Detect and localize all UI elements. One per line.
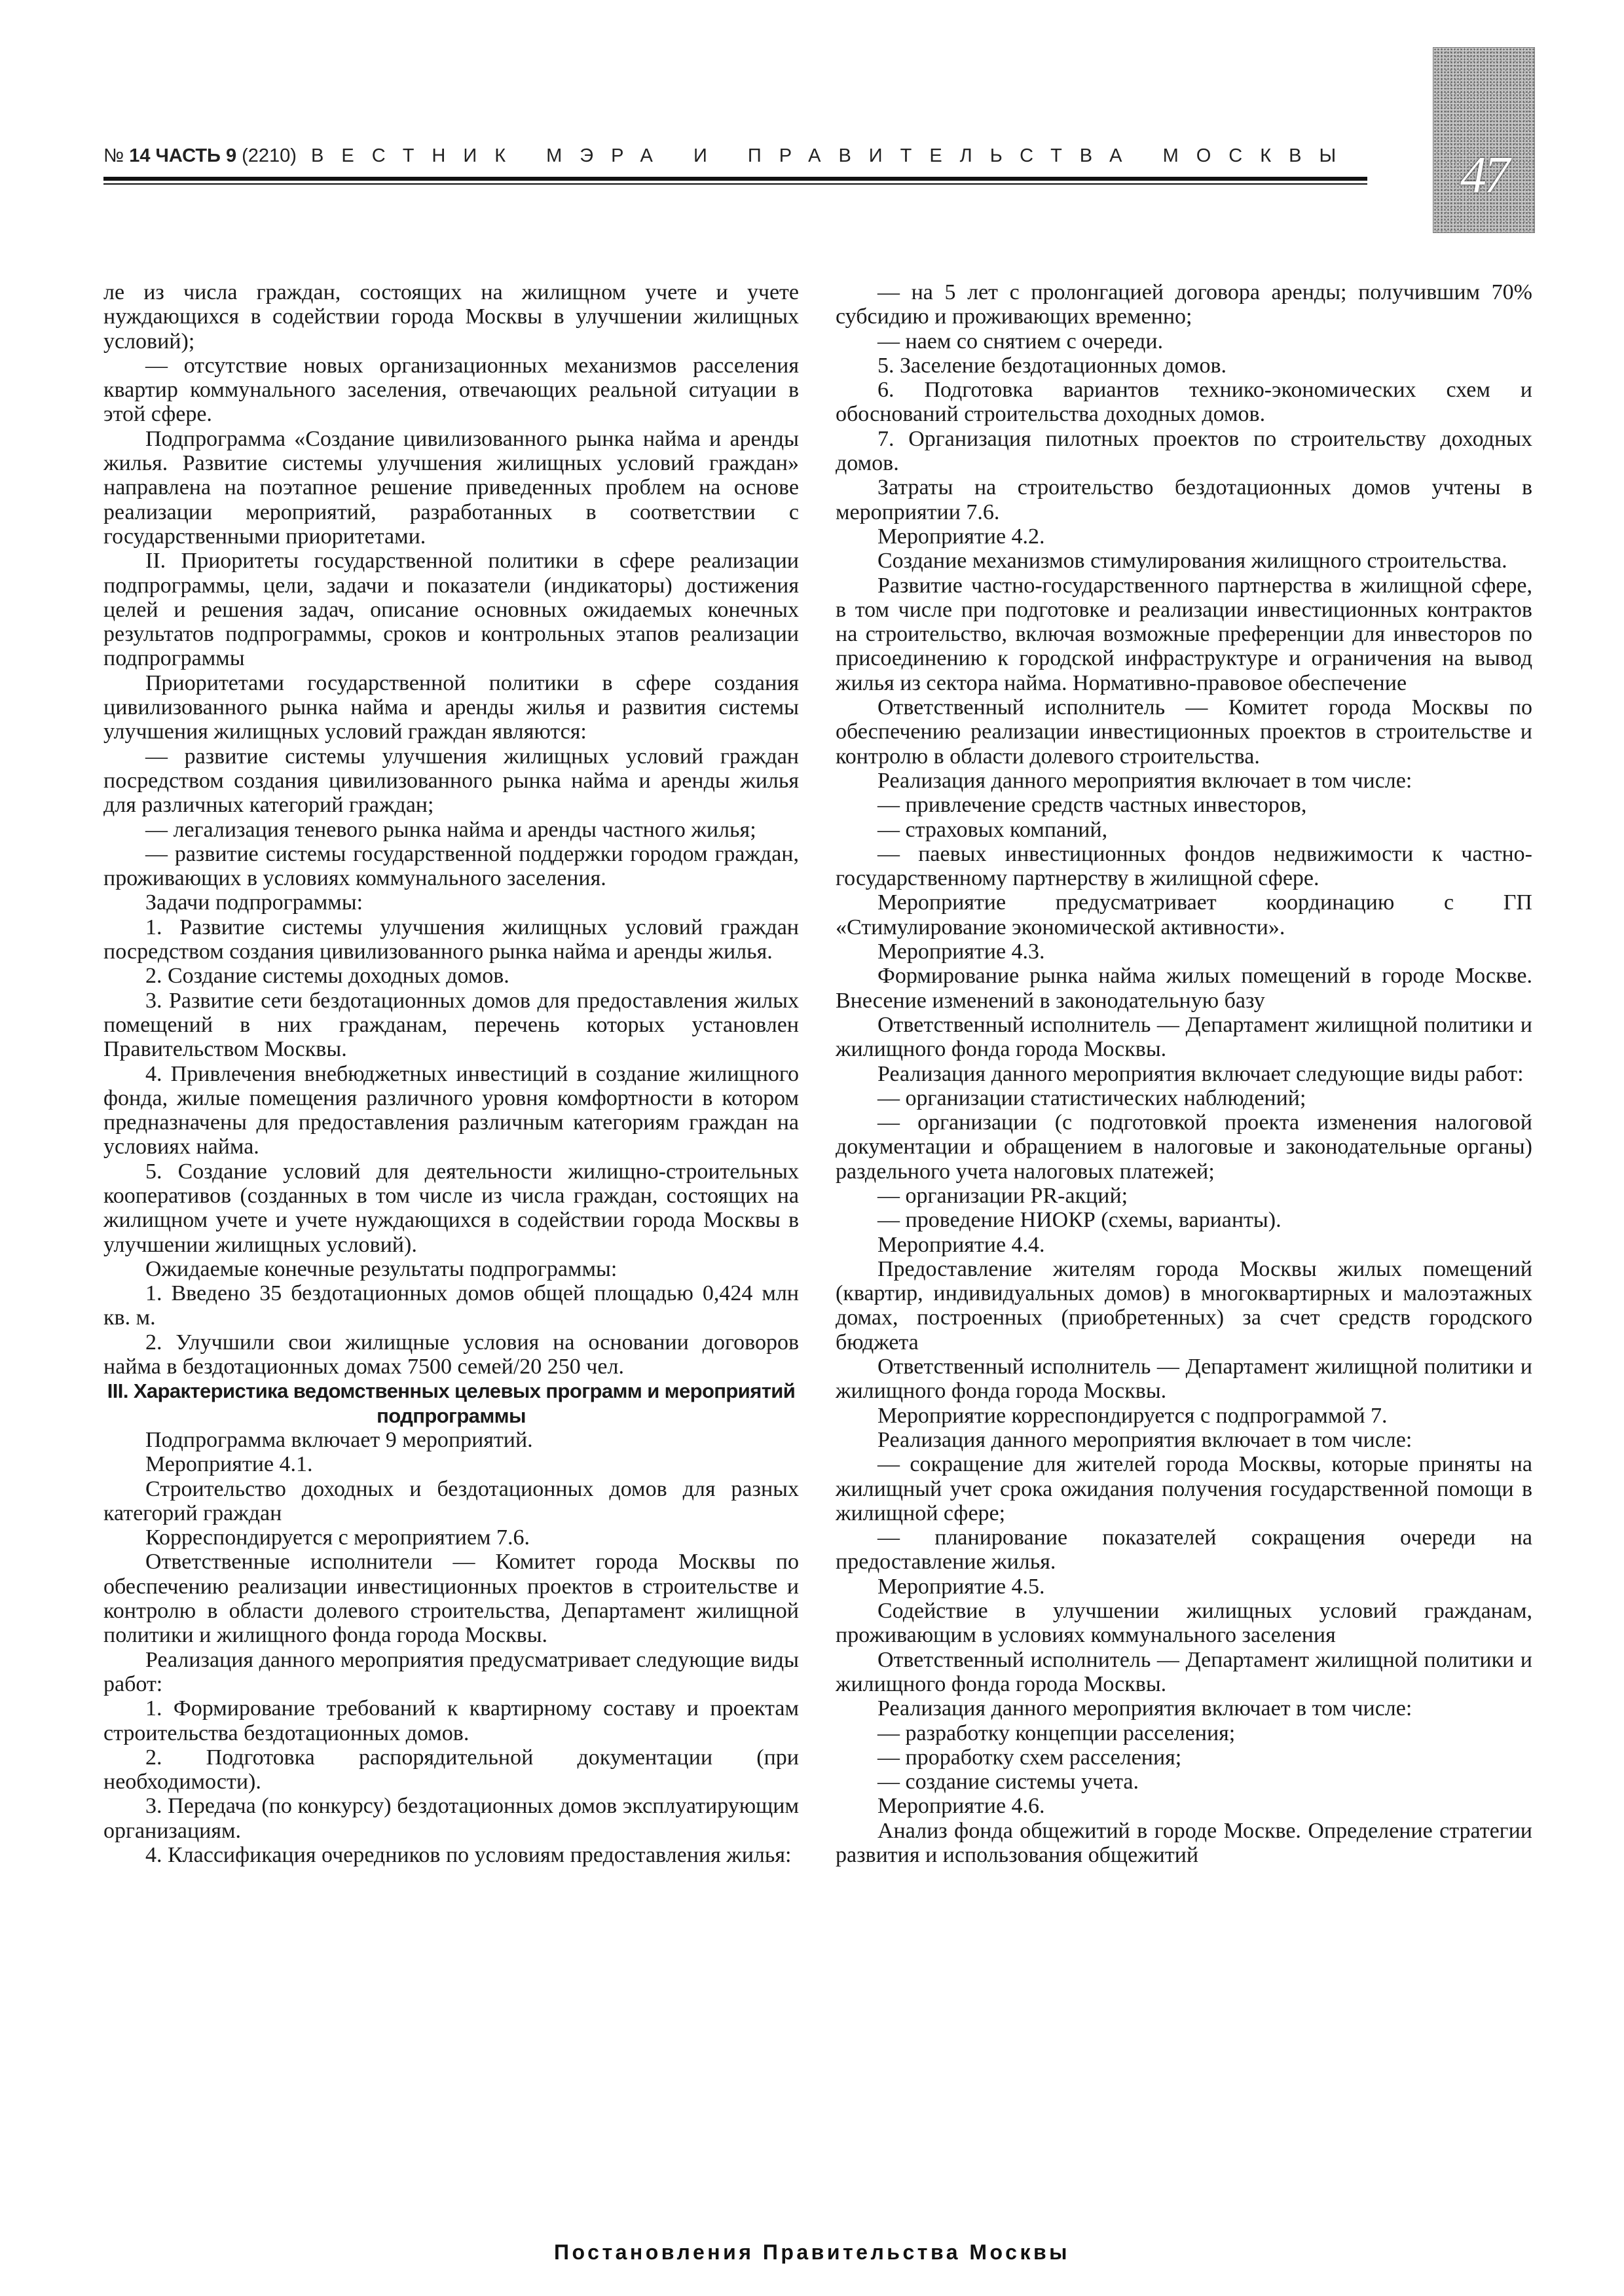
paragraph: ле из числа граждан, состоящих на жилищном учете и учете нуждающихся в содействии города Москвы в улучшении жилищных условий); bbox=[103, 280, 799, 354]
paragraph: Подпрограмма «Создание цивилизованного рынка найма и аренды жилья. Развитие системы улучшения жилищных условий граждан» направлена на поэтапное решение приведенных проблем на основе реализации мероприятий, разработанных в соответствии с государственными приоритетами. bbox=[103, 426, 799, 549]
paragraph: Мероприятие 4.4. bbox=[877, 1232, 1045, 1257]
paragraph: — организации статистических наблюдений; bbox=[877, 1085, 1306, 1110]
paragraph: — паевых инвестиционных фондов недвижимости к частно-государственному партнерству в жилищной сфере. bbox=[836, 841, 1532, 891]
paragraph: Ответственные исполнители — Комитет города Москвы по обеспечению реализации инвестиционных проектов в строительстве и контролю в области долевого строительства, Департамент жилищной политики и жилищного фонда города Москвы. bbox=[103, 1550, 799, 1648]
paragraph: 6. Подготовка вариантов технико-экономических схем и обоснований строительства доходных домов. bbox=[836, 378, 1532, 427]
paragraph: Мероприятие предусматривает координацию с ГП «Стимулирование экономической активности». bbox=[836, 890, 1532, 939]
running-footer: Постановления Правительства Москвы bbox=[554, 2240, 1070, 2264]
paragraph: Содействие в улучшении жилищных условий гражданам, проживающим в условиях коммунального заселения bbox=[836, 1599, 1532, 1648]
issue-total: (2210) bbox=[242, 145, 297, 166]
paragraph: — наем со снятием с очереди. bbox=[877, 329, 1164, 354]
paragraph: 2. Создание системы доходных домов. bbox=[145, 964, 509, 989]
paragraph: Строительство доходных и бездотационных домов для разных категорий граждан bbox=[103, 1476, 799, 1525]
paragraph: — легализация теневого рынка найма и аренды частного жилья; bbox=[145, 817, 756, 842]
paragraph: Развитие частно-государственного партнерства в жилищной сфере, в том числе при подготовке и реализации инвестиционных контрактов на строительство, включая возможные преференции для инвесторов по присоединению к городской инфраструктуре и ограничения на вывод жилья из сектора найма. Нормативно-правовое обеспечение bbox=[836, 573, 1532, 695]
paragraph: Формирование рынка найма жилых помещений в городе Москве. Внесение изменений в законодательную базу bbox=[836, 964, 1532, 1013]
paragraph: — разработку концепции расселения; bbox=[877, 1721, 1236, 1745]
paragraph: — развитие системы улучшения жилищных условий граждан посредством создания цивилизованного рынка найма и аренды жилья для различных категорий граждан; bbox=[103, 744, 799, 818]
paragraph: Анализ фонда общежитий в городе Москве. Определение стратегии развития и использования общежитий bbox=[836, 1818, 1532, 1867]
header-rule-thick bbox=[103, 177, 1367, 181]
paragraph: Ожидаемые конечные результаты подпрограммы: bbox=[145, 1256, 618, 1281]
paragraph: — проведение НИОКР (схемы, варианты). bbox=[877, 1208, 1282, 1233]
paragraph: — организации (с подготовкой проекта изменения налоговой документации и обращением в налоговые и законодательные органы) раздельного учета налоговых платежей; bbox=[836, 1110, 1532, 1184]
paragraph: 3. Развитие сети бездотационных домов для предоставления жилых помещений в них гражданам, перечень которых установлен Правительством Москвы. bbox=[103, 988, 799, 1062]
paragraph: 1. Формирование требований к квартирному составу и проектам строительства бездотационных домов. bbox=[103, 1696, 799, 1745]
paragraph: 5. Создание условий для деятельности жилищно-строительных кооперативов (созданных в том числе из числа граждан, состоящих на жилищном учете и учете нуждающихся в содействии города Москвы в улучшении жилищных условий). bbox=[103, 1159, 799, 1257]
paragraph: 1. Развитие системы улучшения жилищных условий граждан посредством создания цивилизованного рынка найма и аренды жилья. bbox=[103, 915, 799, 964]
paragraph: Мероприятие 4.5. bbox=[877, 1574, 1045, 1599]
paragraph: Реализация данного мероприятия включает следующие виды работ: bbox=[877, 1061, 1524, 1086]
paragraph: 7. Организация пилотных проектов по строительству доходных домов. bbox=[836, 426, 1532, 476]
paragraph: Ответственный исполнитель — Департамент жилищной политики и жилищного фонда города Москвы. bbox=[836, 1012, 1532, 1062]
page-number-box bbox=[1433, 47, 1535, 233]
paragraph: Приоритетами государственной политики в сфере создания цивилизованного рынка найма и аренды жилья и развития системы улучшения жилищных условий граждан являются: bbox=[103, 670, 799, 744]
issue-number-sign: № bbox=[103, 145, 124, 166]
paragraph: Подпрограмма включает 9 мероприятий. bbox=[145, 1427, 533, 1452]
header-rule-thin bbox=[103, 183, 1367, 185]
paragraph: 2. Подготовка распорядительной документации (при необходимости). bbox=[103, 1745, 799, 1795]
paragraph: Мероприятие корреспондируется с подпрограммой 7. bbox=[877, 1403, 1388, 1428]
paragraph: II. Приоритеты государственной политики в сфере реализации подпрограммы, цели, задачи и показатели (индикаторы) достижения целей и решения задач, описание основных ожидаемых конечных результатов подпрограммы, сроков и контрольных этапов реализации подпрограммы bbox=[103, 549, 799, 671]
paragraph: Мероприятие 4.1. bbox=[145, 1452, 313, 1477]
paragraph: Реализация данного мероприятия включает в том числе: bbox=[877, 768, 1412, 793]
right-column bbox=[836, 280, 1532, 1867]
paragraph: 2. Улучшили свои жилищные условия на основании договоров найма в бездотационных домах 7500 семей/20 250 чел. bbox=[103, 1330, 799, 1379]
paragraph: Затраты на строительство бездотационных домов учтены в мероприятии 7.6. bbox=[836, 475, 1532, 524]
paragraph: 4. Привлечения внебюджетных инвестиций в создание жилищного фонда, жилые помещения различного уровня комфортности в котором предназначены для предоставления различным категориям граждан на условиях найма. bbox=[103, 1061, 799, 1159]
left-column bbox=[103, 280, 799, 1867]
paragraph: Создание механизмов стимулирования жилищного строительства. bbox=[877, 549, 1507, 574]
paragraph: Ответственный исполнитель — Департамент жилищной политики и жилищного фонда города Москвы. bbox=[836, 1355, 1532, 1404]
paragraph: Ответственный исполнитель — Департамент жилищной политики и жилищного фонда города Москвы. bbox=[836, 1647, 1532, 1696]
paragraph: Мероприятие 4.6. bbox=[877, 1794, 1045, 1819]
paragraph: — проработку схем расселения; bbox=[877, 1745, 1182, 1770]
paragraph: 3. Передача (по конкурсу) бездотационных домов эксплуатирующим организациям. bbox=[103, 1794, 799, 1843]
paragraph: — сокращение для жителей города Москвы, которые приняты на жилищный учет срока ожидания получения государственной помощи в жилищной сфере; bbox=[836, 1452, 1532, 1525]
paragraph: — привлечение средств частных инвесторов, bbox=[877, 793, 1307, 818]
paragraph: — страховых компаний, bbox=[877, 817, 1108, 842]
part-label: ЧАСТЬ 9 bbox=[155, 145, 237, 166]
paragraph: — планирование показателей сокращения очереди на предоставление жилья. bbox=[836, 1525, 1532, 1575]
journal-title: ВЕСТНИК МЭРА И ПРАВИТЕЛЬСТВА МОСКВЫ bbox=[311, 145, 1354, 166]
paragraph: — развитие системы государственной поддержки городом граждан, проживающих в условиях коммунального заселения. bbox=[103, 841, 799, 891]
paragraph: 4. Классификация очередников по условиям предоставления жилья: bbox=[145, 1843, 792, 1867]
paragraph: Реализация данного мероприятия включает в том числе: bbox=[877, 1696, 1412, 1721]
section-heading: III. Характеристика ведомственных целевых программ и мероприятий подпрограммы bbox=[107, 1379, 796, 1427]
paragraph: — создание системы учета. bbox=[877, 1770, 1139, 1795]
paragraph: Реализация данного мероприятия предусматривает следующие виды работ: bbox=[103, 1647, 799, 1696]
paragraph: Ответственный исполнитель — Комитет города Москвы по обеспечению реализации инвестиционных проектов в строительстве и контролю в области долевого строительства. bbox=[836, 695, 1532, 769]
paragraph: 1. Введено 35 бездотационных домов общей площадью 0,424 млн кв. м. bbox=[103, 1281, 799, 1330]
paragraph: Мероприятие 4.2. bbox=[877, 524, 1045, 549]
paragraph: Предоставление жителям города Москвы жилых помещений (квартир, индивидуальных домов) в многоквартирных и малоэтажных домах, построенных (приобретенных) за счет средств городского бюджета bbox=[836, 1256, 1532, 1355]
issue-number: 14 bbox=[129, 145, 151, 166]
paragraph: Корреспондируется с мероприятием 7.6. bbox=[145, 1525, 530, 1550]
page-number: 47 bbox=[1460, 147, 1507, 204]
paragraph: — на 5 лет с пролонгацией договора аренды; получившим 70% субсидию и проживающих временно; bbox=[836, 280, 1532, 329]
paragraph: Задачи подпрограммы: bbox=[145, 890, 363, 915]
paragraph: — организации PR-акций; bbox=[877, 1183, 1128, 1208]
paragraph: Мероприятие 4.3. bbox=[877, 939, 1045, 964]
paragraph: — отсутствие новых организационных механизмов расселения квартир коммунального заселения, отвечающих реальной ситуации в этой сфере. bbox=[103, 353, 799, 427]
running-header bbox=[103, 145, 1367, 172]
paragraph: 5. Заселение бездотационных домов. bbox=[877, 353, 1227, 378]
paragraph: Реализация данного мероприятия включает в том числе: bbox=[877, 1427, 1412, 1452]
